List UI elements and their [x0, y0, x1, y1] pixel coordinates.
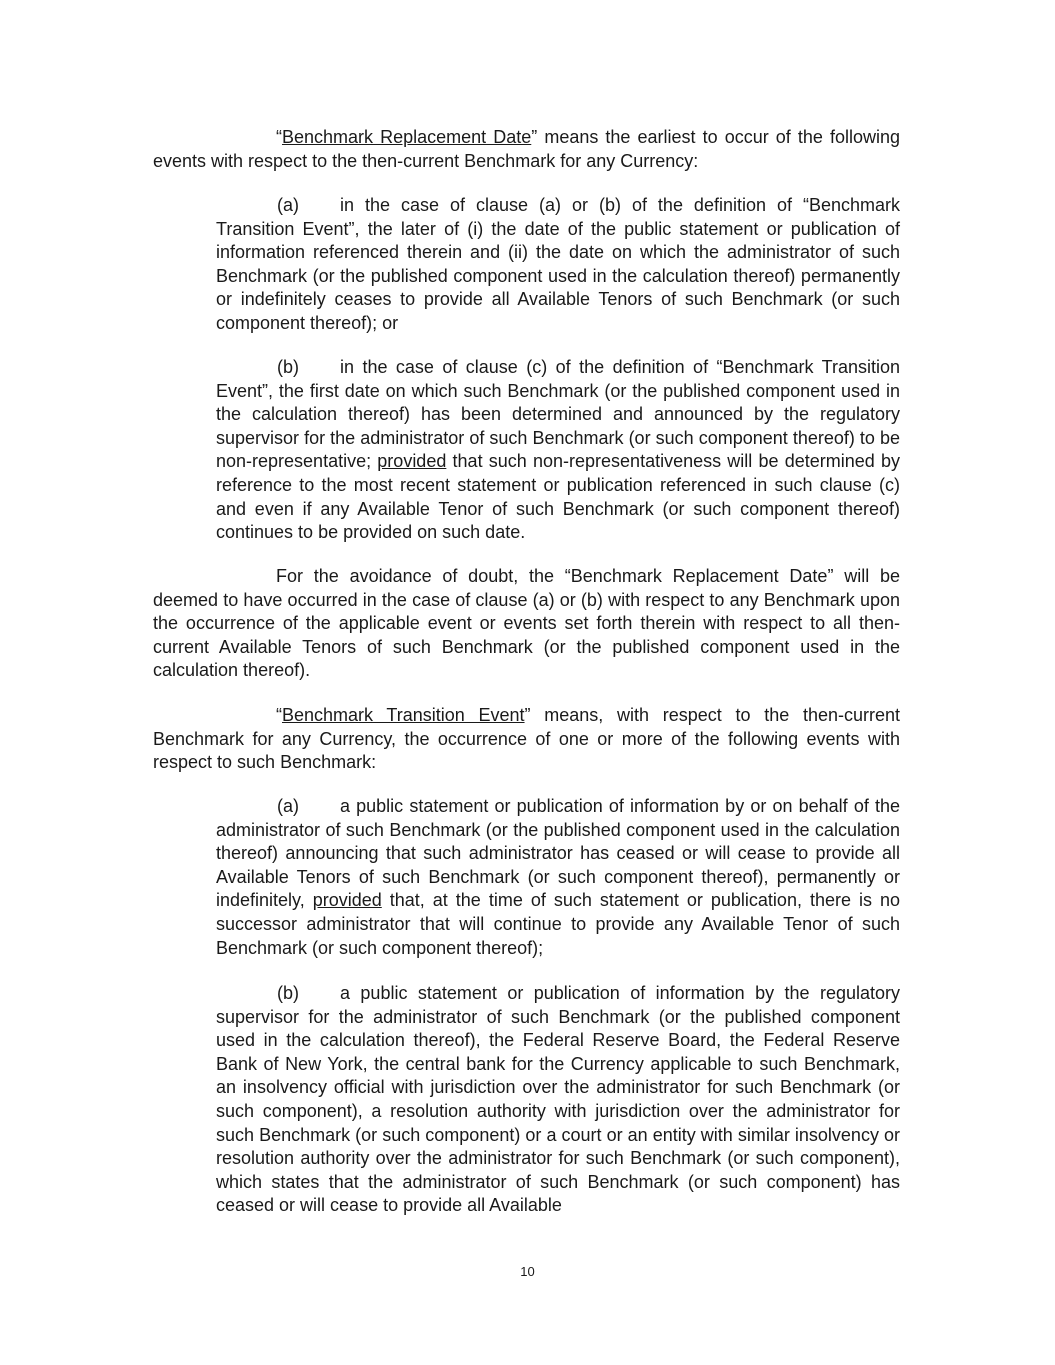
clause-text: a public statement or publication of information by or on behalf of the administrator of such Benchmark (or the published component used in the calculation thereof) announcing that such administrator has ceased or will cease to provide all Available Tenors of such Benchmark (or such component thereof), permanently or indefinitely,	[216, 796, 900, 911]
defined-term: Benchmark Replacement Date	[282, 127, 532, 147]
page-number: 10	[520, 1264, 535, 1279]
definition-text: ” means the earliest to occur of the following events with respect to the then-current Benchmark for any Currency:	[153, 127, 900, 171]
clause-b-transition-event	[216, 982, 900, 1218]
clause-a-transition-event	[216, 795, 900, 960]
clause-text-continued: that, at the time of such statement or publication, there is no successor administrator that will continue to provide any Available Tenor of such Benchmark (or such component thereof);	[216, 890, 901, 958]
clause-label: (b)	[277, 983, 299, 1003]
defined-term: Benchmark Transition Event	[282, 705, 525, 725]
clause-text: in the case of clause (a) or (b) of the definition of “Benchmark Transition Event”, the later of (i) the date of the public statement or publication of information referenced therein and (ii) the date on which the administrator of such Benchmark (or the published component used in the calculation thereof) permanently or indefinitely ceases to provide all Available Tenors of such Benchmark (or such component thereof); or	[216, 195, 900, 333]
paragraph-text: For the avoidance of doubt, the “Benchmark Replacement Date” will be deemed to have occurred in the case of clause (a) or (b) with respect to any Benchmark upon the occurrence of the applicable event or events set forth therein with respect to all then-current Available Tenors of such Benchmark (or the published component used in the calculation thereof).	[153, 566, 900, 681]
clause-text: in the case of clause (c) of the definition of “Benchmark Transition Event”, the first date on which such Benchmark (or the published component used in the calculation thereof) has been determined and announced by the regulatory supervisor for the administrator of such Benchmark (or such component thereof) to be non-representative;	[216, 357, 900, 472]
proviso-term: provided	[377, 451, 447, 472]
clause-text-continued: that such non-representativeness will be determined by reference to the most recent statement or publication referenced in such clause (c) and even if any Available Tenor of such Benchmark (or such component thereof) continues to be provided on such date.	[216, 451, 900, 543]
open-quote: “	[276, 127, 282, 147]
clause-label: (b)	[277, 357, 299, 377]
clause-label: (a)	[277, 796, 299, 816]
clause-b-replacement-date	[216, 356, 900, 545]
clause-text: a public statement or publication of information by the regulatory supervisor for the administrator of such Benchmark (or the published component used in the calculation thereof), the Federal Reserve Board, the Federal Reserve Bank of New York, the central bank for the Currency applicable to such Benchmark, an insolvency official with jurisdiction over the administrator for such Benchmark (or such component), a resolution authority with jurisdiction over the administrator for such Benchmark (or such component) or a court or an entity with similar insolvency or resolution authority over the administrator for such Benchmark (or such component), which states that the administrator of such Benchmark (or such component) has ceased or will cease to provide all Available	[216, 983, 900, 1216]
open-quote: “	[276, 705, 282, 725]
definition-benchmark-transition-event	[153, 704, 900, 775]
clause-a-replacement-date	[216, 194, 900, 336]
clause-label: (a)	[277, 195, 299, 215]
definition-text: ” means, with respect to the then-current Benchmark for any Currency, the occurrence of one or more of the following events with respect to such Benchmark:	[153, 705, 900, 773]
proviso-term: provided	[312, 890, 382, 911]
avoidance-of-doubt-paragraph	[153, 565, 900, 683]
definition-benchmark-replacement-date	[153, 126, 900, 173]
